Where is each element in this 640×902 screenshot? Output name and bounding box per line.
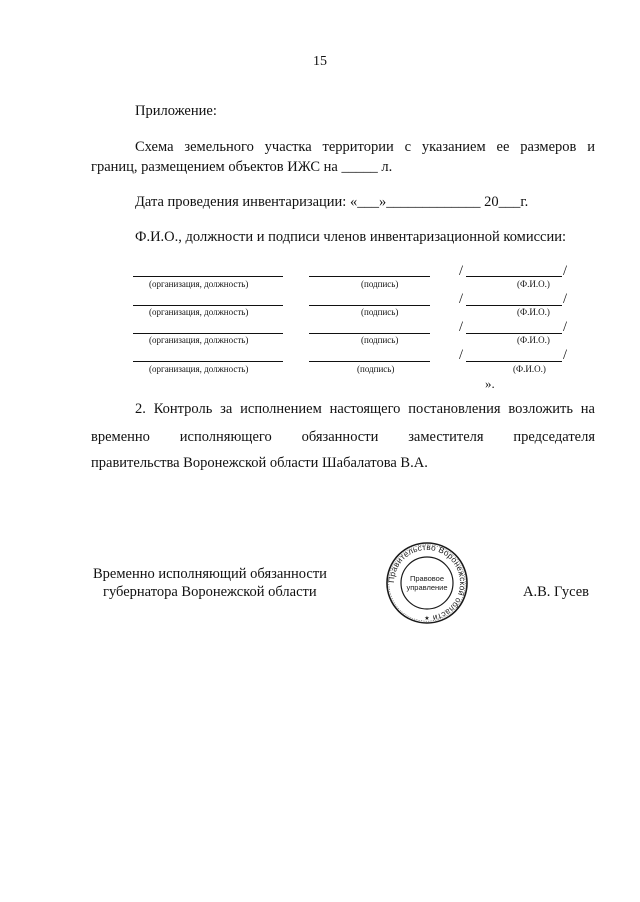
sign-line xyxy=(309,361,430,362)
fio-caption: (Ф.И.О.) xyxy=(513,364,546,374)
sign-caption: (подпись) xyxy=(361,279,399,289)
sign-line xyxy=(309,305,430,306)
inventory-date-line: Дата проведения инвентаризации: «___»_____________ 20___г. xyxy=(135,194,529,210)
fio-slash-right: / xyxy=(563,263,568,279)
org-line xyxy=(133,276,283,277)
commission-line: Ф.И.О., должности и подписи членов инвентаризационной комиссии: xyxy=(135,229,567,245)
closing-quote: ». xyxy=(485,376,495,391)
page-number: 15 xyxy=(313,54,327,69)
org-caption: (организация, должность) xyxy=(149,335,249,345)
seal-inner-text-2: управление xyxy=(406,583,448,592)
fio-caption: (Ф.И.О.) xyxy=(517,307,550,317)
appendix-title: Приложение: xyxy=(135,103,217,119)
fio-slash-right: / xyxy=(563,291,568,307)
org-line xyxy=(133,305,283,306)
sign-caption: (подпись) xyxy=(361,335,399,345)
fio-slash-left: / xyxy=(459,347,464,363)
seal-outer-text: Правительство Воронежской области xyxy=(386,542,468,623)
fio-line xyxy=(466,276,562,277)
org-caption: (организация, должность) xyxy=(149,279,249,289)
sign-caption: (подпись) xyxy=(361,307,399,317)
signatory-title-2: губернатора Воронежской области xyxy=(103,584,317,600)
fio-slash-left: / xyxy=(459,319,464,335)
fio-line xyxy=(466,333,562,334)
org-caption: (организация, должность) xyxy=(149,307,249,317)
fio-slash-right: / xyxy=(563,319,568,335)
org-caption: (организация, должность) xyxy=(149,364,249,374)
scheme-line-1: Схема земельного участка территории с указанием ее размеров и xyxy=(135,139,595,155)
control-line-2: временно исполняющего обязанности заместителя председателя xyxy=(91,429,595,445)
fio-line xyxy=(466,361,562,362)
sign-line xyxy=(309,333,430,334)
seal-inner-text-1: Правовое xyxy=(409,574,445,583)
control-line-1: 2. Контроль за исполнением настоящего постановления возложить на xyxy=(135,401,595,417)
signatory-name: А.В. Гусев xyxy=(523,584,589,600)
seal-star-icon: ★ xyxy=(424,615,430,622)
fio-slash-left: / xyxy=(459,263,464,279)
control-line-3: правительства Воронежской области Шабалатова В.А. xyxy=(91,455,428,471)
org-line xyxy=(133,333,283,334)
scheme-line-2: границ, размещением объектов ИЖС на _____ л. xyxy=(91,159,393,175)
official-seal-stamp xyxy=(385,541,469,625)
sign-caption: (подпись) xyxy=(357,364,395,374)
fio-slash-right: / xyxy=(563,347,568,363)
fio-slash-left: / xyxy=(459,291,464,307)
sign-line xyxy=(309,276,430,277)
fio-caption: (Ф.И.О.) xyxy=(517,279,550,289)
signatory-title-1: Временно исполняющий обязанности xyxy=(93,566,327,582)
fio-caption: (Ф.И.О.) xyxy=(517,335,550,345)
fio-line xyxy=(466,305,562,306)
org-line xyxy=(133,361,283,362)
